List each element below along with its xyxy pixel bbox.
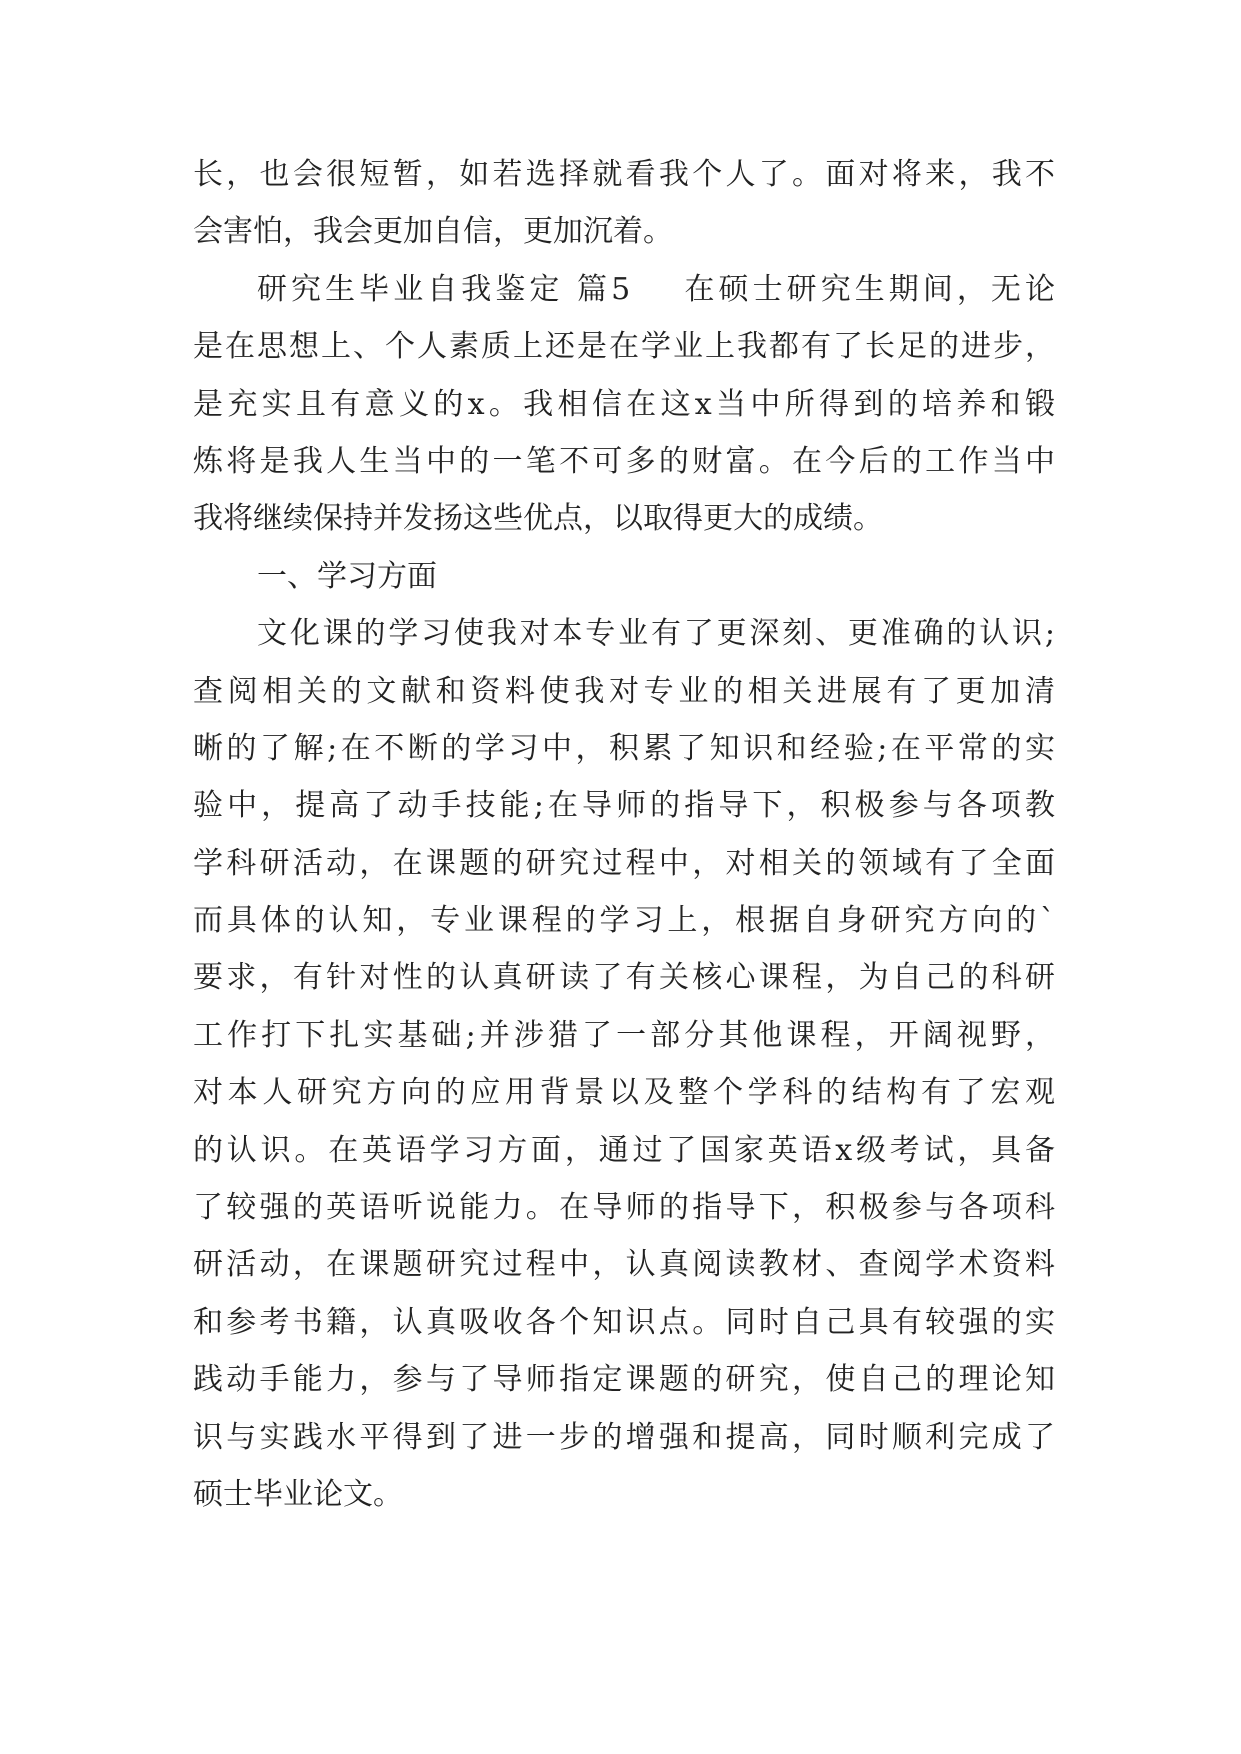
text-line: 的认识。在英语学习方面，通过了国家英语x级考试，具备 xyxy=(193,1132,1055,1168)
text-line: 工作打下扎实基础;并涉猎了一部分其他课程，开阔视野， xyxy=(193,1017,1055,1053)
text-line: 一、学习方面 xyxy=(257,558,437,594)
text-line: 对本人研究方向的应用背景以及整个学科的结构有了宏观 xyxy=(193,1075,1055,1111)
text-line: 晰的了解;在不断的学习中，积累了知识和经验;在平常的实 xyxy=(193,730,1055,766)
text-line: 是在思想上、个人素质上还是在学业上我都有了长足的进步， xyxy=(193,329,1055,365)
text-line: 而具体的认知，专业课程的学习上，根据自身研究方向的` xyxy=(193,903,1055,939)
text-line: 践动手能力，参与了导师指定课题的研究，使自己的理论知 xyxy=(193,1362,1055,1398)
text-line: 了较强的英语听说能力。在导师的指导下，积极参与各项科 xyxy=(193,1190,1055,1226)
text-line: 炼将是我人生当中的一笔不可多的财富。在今后的工作当中 xyxy=(193,443,1055,479)
text-line: 是充实且有意义的x。我相信在这x当中所得到的培养和锻 xyxy=(193,386,1055,422)
text-line: 长，也会很短暂，如若选择就看我个人了。面对将来，我不 xyxy=(193,157,1055,192)
text-line: 研活动，在课题研究过程中，认真阅读教材、查阅学术资料 xyxy=(193,1247,1055,1283)
document-body xyxy=(193,146,1055,1523)
text-line: 学科研活动，在课题的研究过程中，对相关的领域有了全面 xyxy=(193,845,1055,881)
text-line: 和参考书籍，认真吸收各个知识点。同时自己具有较强的实 xyxy=(193,1304,1055,1340)
text-line: 要求，有针对性的认真研读了有关核心课程，为自己的科研 xyxy=(193,960,1055,996)
text-line: 文化课的学习使我对本专业有了更深刻、更准确的认识; xyxy=(257,616,1055,652)
text-line: 研究生毕业自我鉴定 篇5 在硕士研究生期间，无论 xyxy=(257,271,1055,307)
text-line: 查阅相关的文献和资料使我对专业的相关进展有了更加清 xyxy=(193,673,1055,709)
text-line: 硕士毕业论文。 xyxy=(193,1476,403,1512)
text-line: 识与实践水平得到了进一步的增强和提高，同时顺利完成了 xyxy=(193,1419,1055,1455)
text-line: 会害怕，我会更加自信，更加沉着。 xyxy=(193,214,673,250)
text-line: 我将继续保持并发扬这些优点，以取得更大的成绩。 xyxy=(193,501,883,537)
text-line: 验中，提高了动手技能;在导师的指导下，积极参与各项教 xyxy=(193,788,1055,824)
